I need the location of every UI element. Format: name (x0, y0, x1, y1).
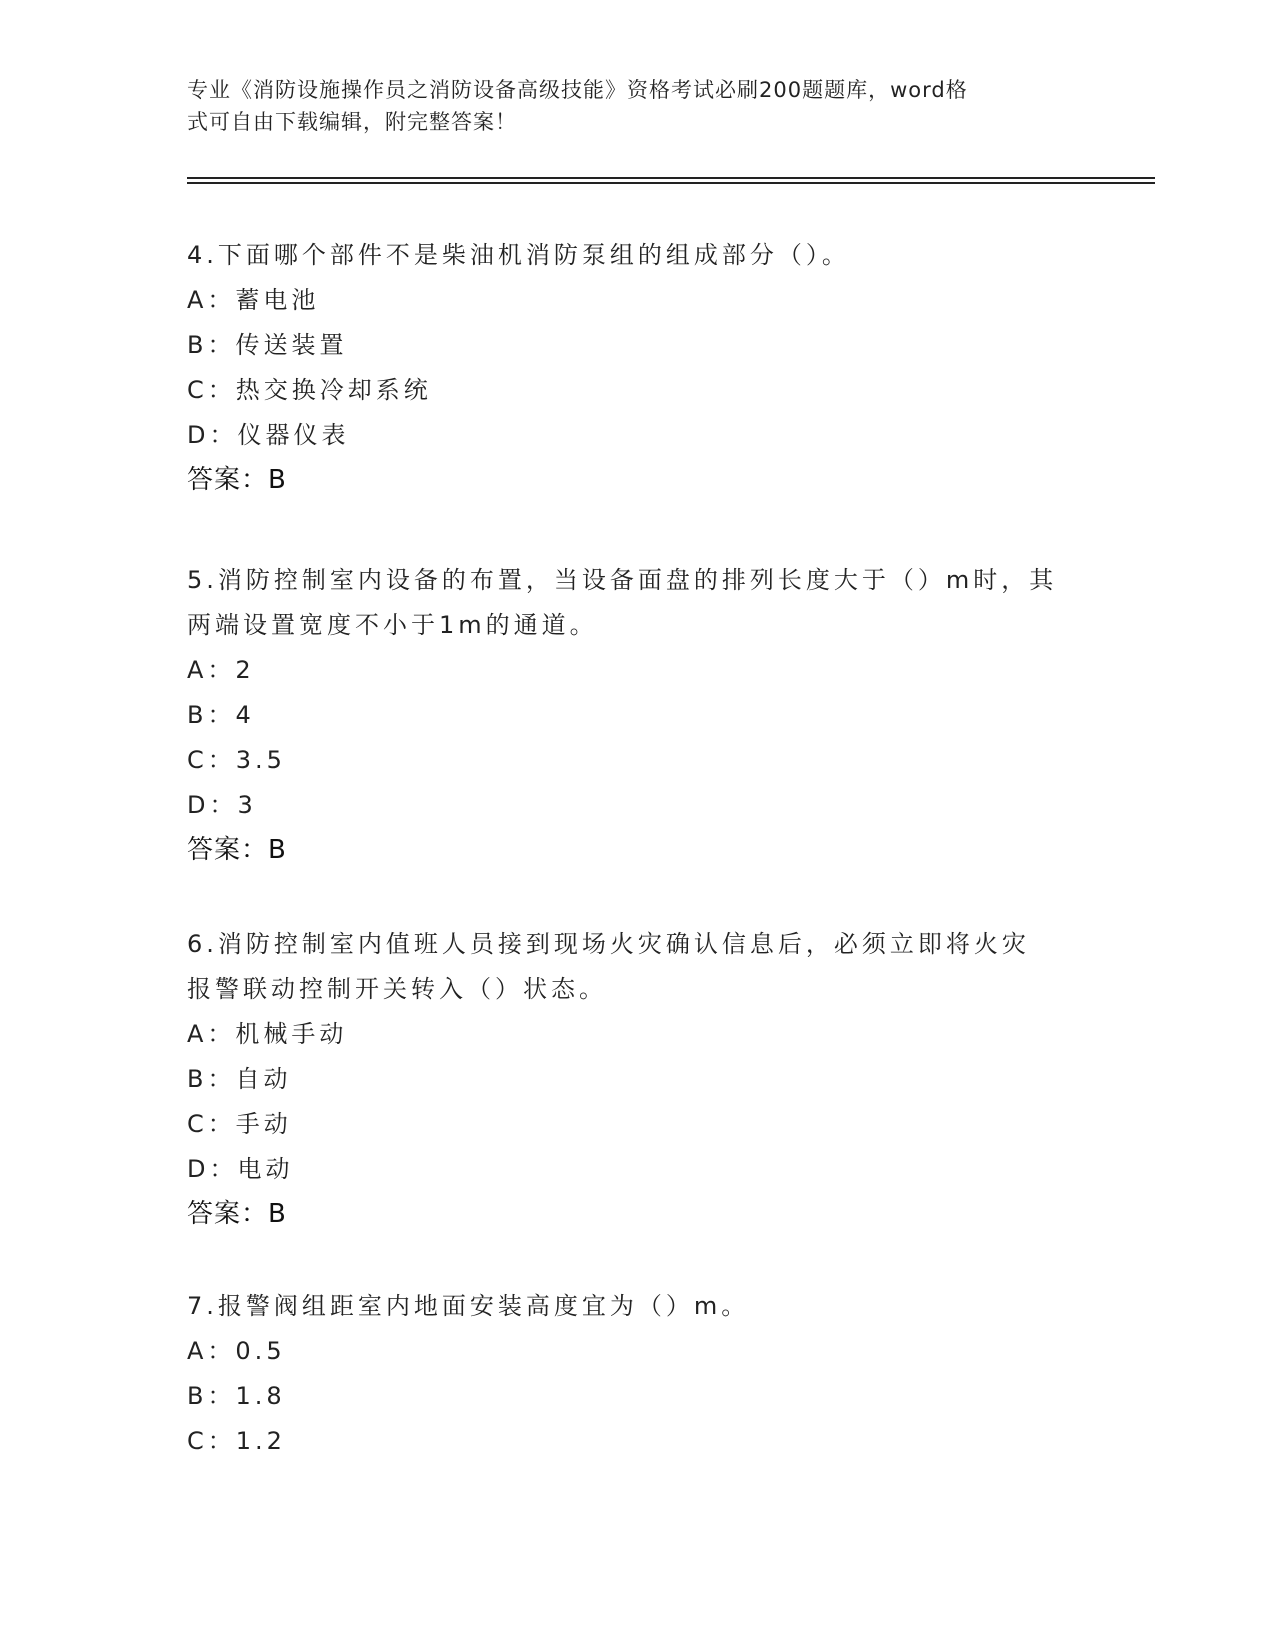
option-b: B：4 (187, 701, 255, 729)
header-line-1: 专业《消防设施操作员之消防设备高级技能》资格考试必刷200题题库，word格 (187, 78, 968, 102)
question-7 (187, 1284, 1087, 1464)
question-6 (187, 922, 1087, 1237)
option-d: D：3 (187, 791, 257, 819)
question-stem-line-2: 两端设置宽度不小于1m的通道。 (187, 611, 598, 639)
document-header (187, 74, 1067, 138)
header-divider-bottom (187, 182, 1155, 184)
question-stem: 4.下面哪个部件不是柴油机消防泵组的组成部分（）。 (187, 241, 850, 269)
option-b: B：1.8 (187, 1382, 286, 1410)
question-stem-line-1: 6.消防控制室内值班人员接到现场火灾确认信息后，必须立即将火灾 (187, 930, 1030, 958)
question-stem-line-2: 报警联动控制开关转入（）状态。 (187, 975, 607, 1003)
option-b: B：自动 (187, 1065, 292, 1093)
option-b: B：传送装置 (187, 331, 348, 359)
answer: 答案：B (187, 465, 287, 495)
option-c: C：手动 (187, 1110, 292, 1138)
option-a: A：2 (187, 656, 255, 684)
option-c: C：1.2 (187, 1427, 286, 1455)
question-5 (187, 558, 1087, 873)
header-line-2: 式可自由下载编辑，附完整答案！ (187, 110, 517, 134)
answer: 答案：B (187, 835, 287, 865)
option-d: D：电动 (187, 1155, 294, 1183)
option-a: A：机械手动 (187, 1020, 348, 1048)
option-d: D：仪器仪表 (187, 421, 350, 449)
question-stem-line-1: 5.消防控制室内设备的布置，当设备面盘的排列长度大于（）m时，其 (187, 566, 1058, 594)
answer: 答案：B (187, 1199, 287, 1229)
option-a: A：0.5 (187, 1337, 286, 1365)
question-stem: 7.报警阀组距室内地面安装高度宜为（）m。 (187, 1292, 750, 1320)
option-c: C：热交换冷却系统 (187, 376, 432, 404)
question-4 (187, 233, 1087, 503)
header-divider-top (187, 177, 1155, 179)
option-a: A：蓄电池 (187, 286, 320, 314)
option-c: C：3.5 (187, 746, 286, 774)
